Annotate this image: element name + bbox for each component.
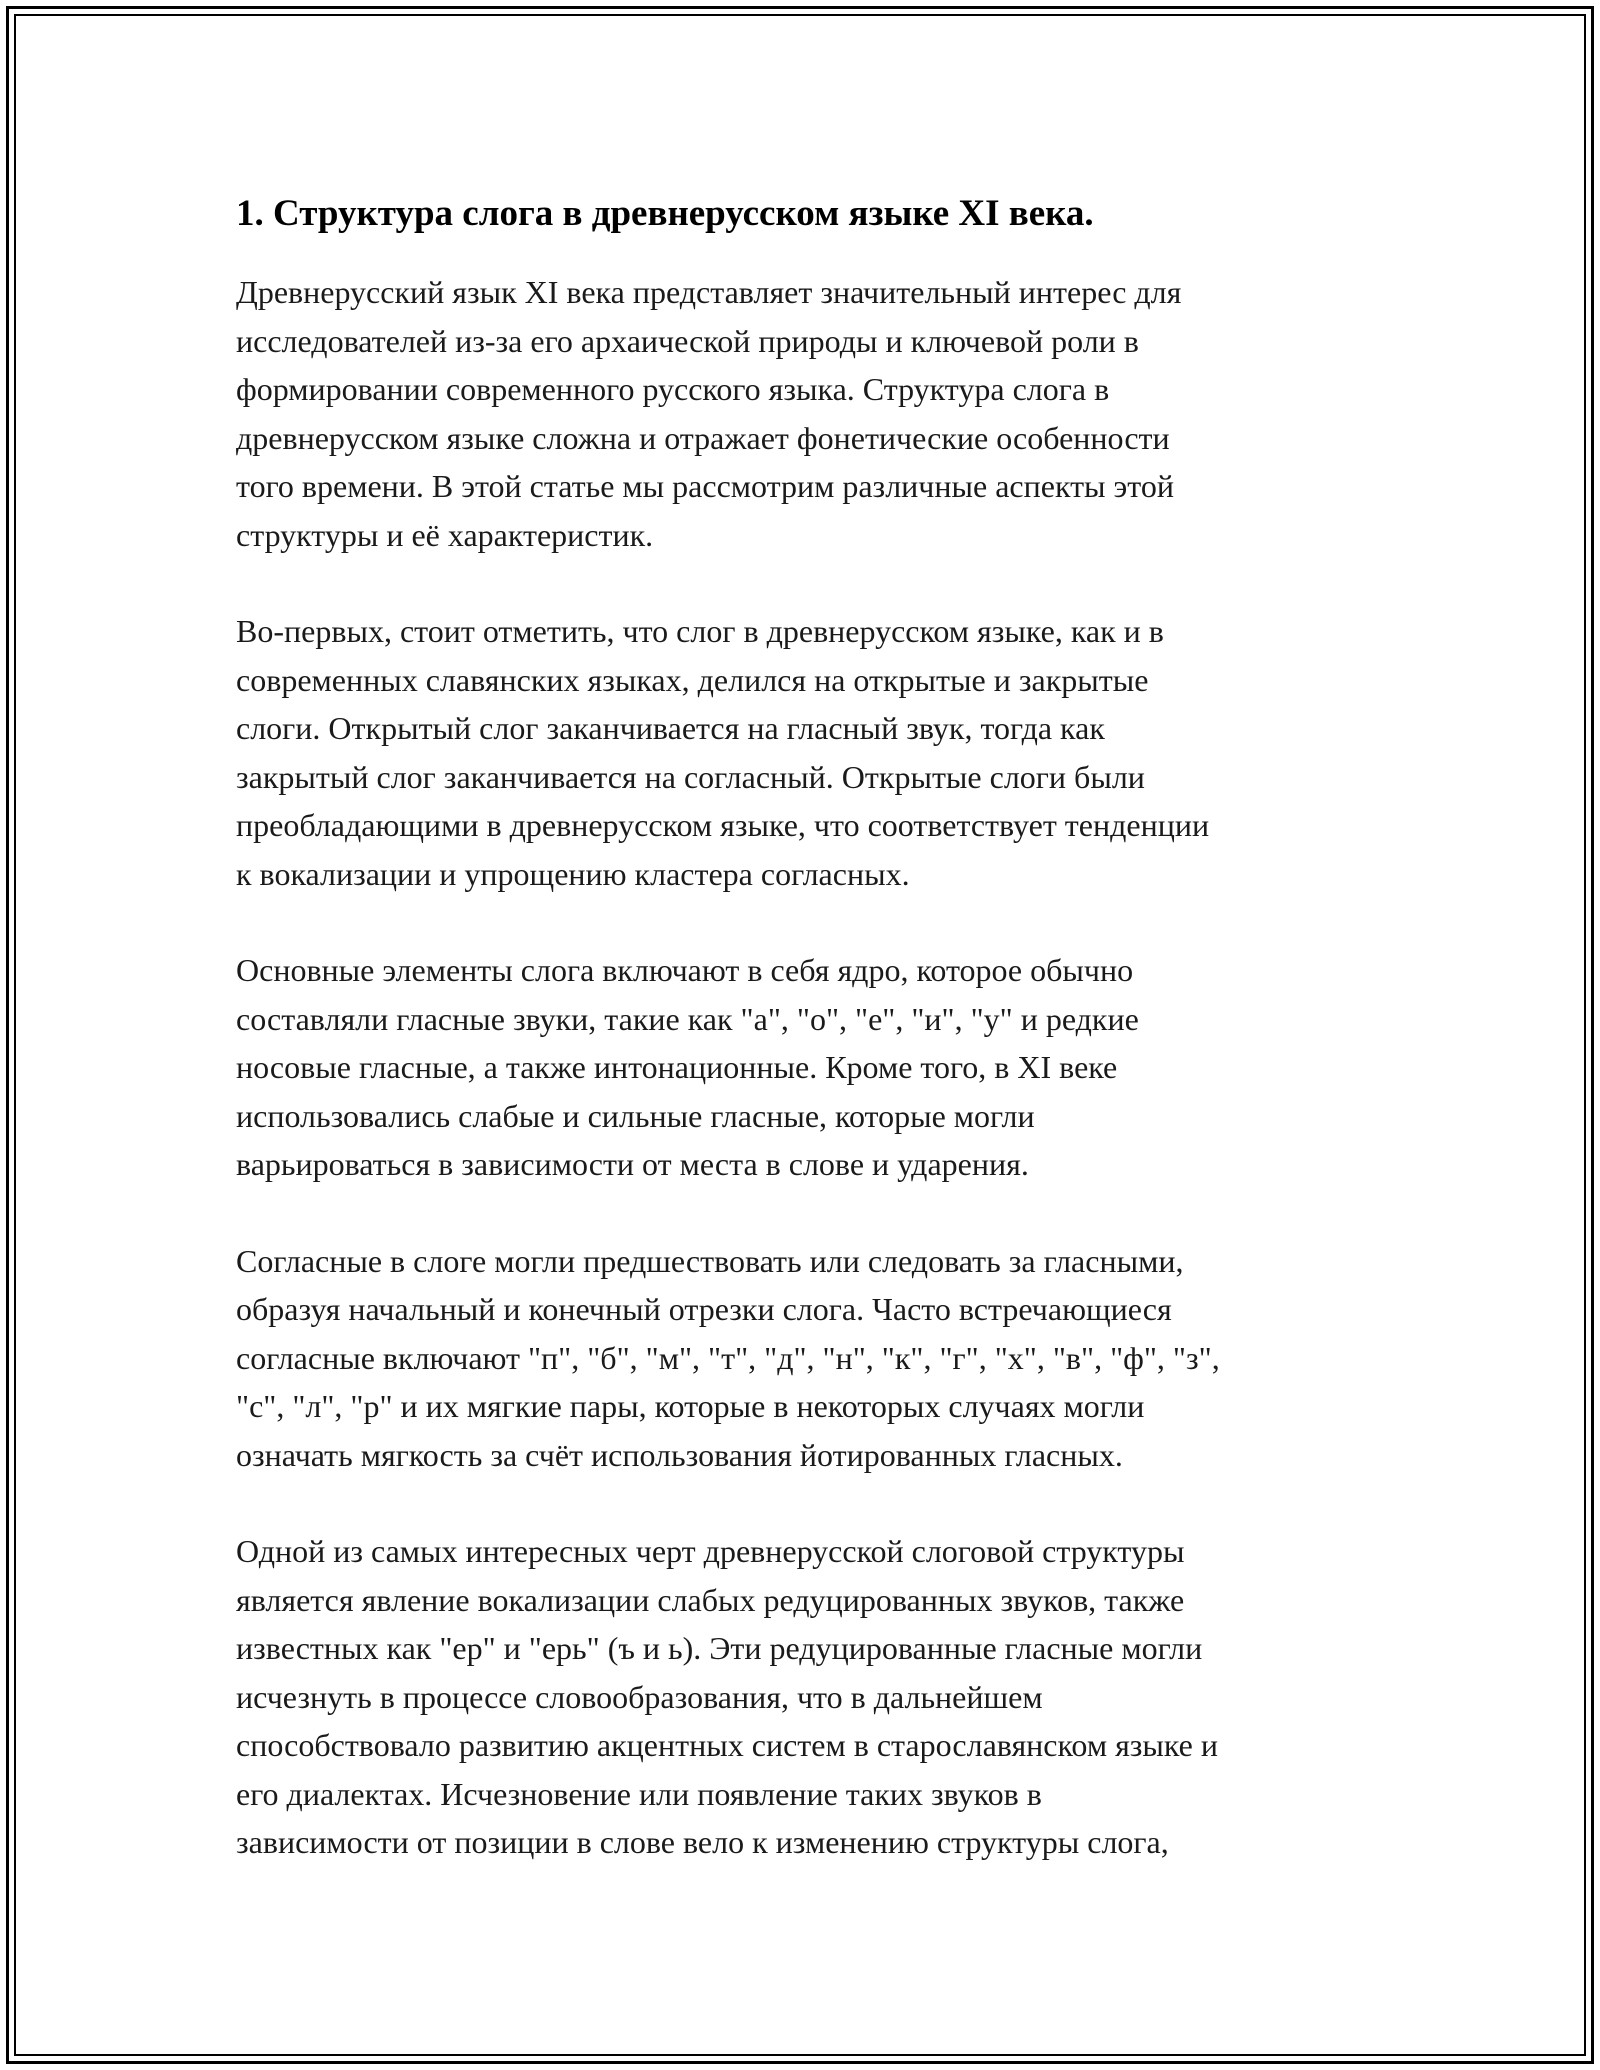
body-paragraph bbox=[236, 607, 1376, 898]
body-paragraph bbox=[236, 946, 1376, 1189]
paragraph-line: закрытый слог заканчивается на согласный. Открытые слоги были bbox=[236, 758, 1145, 795]
paragraph-line: структуры и её характеристик. bbox=[236, 516, 654, 553]
paragraph-line: к вокализации и упрощению кластера согласных. bbox=[236, 855, 910, 892]
paragraph-line: зависимости от позиции в слове вело к изменению структуры слога, bbox=[236, 1824, 1169, 1860]
paragraph-line: является явление вокализации слабых редуцированных звуков, также bbox=[236, 1581, 1185, 1618]
document-body bbox=[236, 186, 1376, 1915]
paragraph-line: современных славянских языках, делился на открытые и закрытые bbox=[236, 661, 1149, 698]
paragraph-line: известных как "ер" и "ерь" (ъ и ь). Эти редуцированные гласные могли bbox=[236, 1630, 1203, 1666]
paragraph-line: "с", "л", "р" и их мягкие пары, которые в некоторых случаях могли bbox=[236, 1388, 1145, 1424]
paragraph-line: образуя начальный и конечный отрезки слога. Часто встречающиеся bbox=[236, 1291, 1172, 1327]
paragraph-line: Одной из самых интересных черт древнерусской слоговой структуры bbox=[236, 1533, 1185, 1569]
paragraph-line: формировании современного русского языка. Структура слога в bbox=[236, 371, 1110, 407]
paragraph-line: исследователей из-за его архаической природы и ключевой роли в bbox=[236, 322, 1139, 359]
paragraph-line: варьироваться в зависимости от места в слове и ударения. bbox=[236, 1146, 1029, 1182]
body-paragraph bbox=[236, 268, 1376, 559]
paragraph-line: Во-первых, стоит отметить, что слог в древнерусском языке, как и в bbox=[236, 613, 1164, 649]
paragraph-line: способствовало развитию акцентных систем в старославянском языке и bbox=[236, 1727, 1218, 1763]
paragraph-list bbox=[236, 268, 1376, 1867]
body-paragraph bbox=[236, 1527, 1376, 1867]
paragraph-line: носовые гласные, а также интонационные. Кроме того, в XI веке bbox=[236, 1049, 1118, 1085]
paragraph-line: составляли гласные звуки, такие как "а", "о", "е", "и", "у" и редкие bbox=[236, 1000, 1139, 1037]
page-title: 1. Структура слога в древнерусском языке XI века. bbox=[236, 193, 1094, 234]
paragraph-line: использовались слабые и сильные гласные, которые могли bbox=[236, 1097, 1035, 1134]
paragraph-line: его диалектах. Исчезновение или появление таких звуков в bbox=[236, 1775, 1042, 1812]
paragraph-line: преобладающими в древнерусском языке, что соответствует тенденции bbox=[236, 807, 1210, 843]
paragraph-line: Древнерусский язык XI века представляет значительный интерес для bbox=[236, 274, 1182, 310]
paragraph-line: означать мягкость за счёт использования йотированных гласных. bbox=[236, 1436, 1123, 1473]
paragraph-line: слоги. Открытый слог заканчивается на гласный звук, тогда как bbox=[236, 710, 1105, 746]
paragraph-line: того времени. В этой статье мы рассмотрим различные аспекты этой bbox=[236, 468, 1174, 504]
body-paragraph bbox=[236, 1237, 1376, 1480]
paragraph-line: согласные включают "п", "б", "м", "т", "д", "н", "к", "г", "х", "в", "ф", "з", bbox=[236, 1339, 1220, 1376]
paragraph-line: исчезнуть в процессе словообразования, что в дальнейшем bbox=[236, 1678, 1043, 1715]
paragraph-line: Основные элементы слога включают в себя ядро, которое обычно bbox=[236, 952, 1134, 988]
paragraph-line: Согласные в слоге могли предшествовать или следовать за гласными, bbox=[236, 1242, 1184, 1279]
paragraph-line: древнерусском языке сложна и отражает фонетические особенности bbox=[236, 419, 1170, 456]
